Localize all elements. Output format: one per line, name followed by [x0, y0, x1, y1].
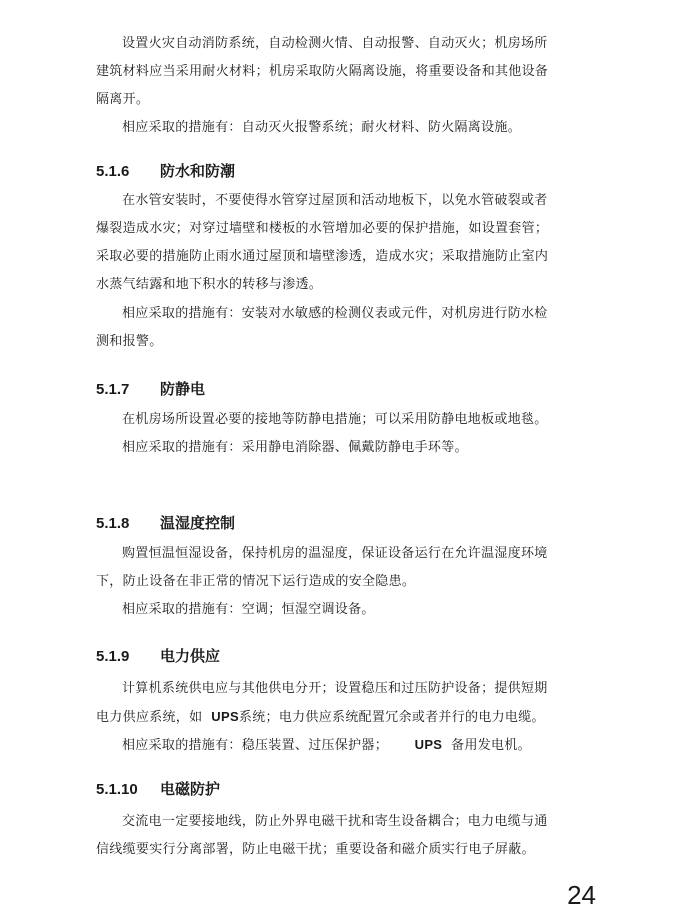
section-title: 防水和防潮: [160, 162, 236, 180]
text-line: [96, 703, 568, 732]
text-line: 设置火灾自动消防系统，自动检测火情、自动报警、自动灭火；机房场所: [122, 36, 548, 51]
text-line: 相应采取的措施有：安装对水敏感的检测仪表或元件，对机房进行防水检: [122, 306, 548, 321]
section-heading-5-1-7: [96, 378, 205, 401]
section-title: 电磁防护: [160, 780, 221, 798]
section-5-1-7-measures: 相应采取的措施有：采用静电消除器、佩戴防静电手环等。: [122, 440, 468, 455]
text-fragment: 相应采取的措施有：稳压装置、过压保护器；: [122, 738, 389, 753]
section-5-1-7-paragraph: 在机房场所设置必要的接地等防静电措施；可以采用防静电地板或地毯。: [122, 412, 548, 427]
text-line: 购置恒温恒湿设备，保持机房的温湿度，保证设备运行在允许温湿度环境: [122, 546, 548, 561]
section-5-1-8-measures: 相应采取的措施有：空调；恒湿空调设备。: [122, 602, 375, 617]
section-heading-5-1-9: [96, 645, 220, 668]
text-line: 交流电一定要接地线，防止外界电磁干扰和寄生设备耦合；电力电缆与通: [122, 814, 548, 829]
section-number: 5.1.9: [96, 648, 130, 665]
text-line: 水蒸气结露和地下积水的转移与渗透。: [96, 277, 323, 292]
section-number: 5.1.10: [96, 781, 138, 798]
section-heading-5-1-8: [96, 512, 235, 535]
ups-term: UPS: [211, 709, 239, 724]
section-heading-5-1-10: [96, 778, 220, 801]
section-5-1-6-measures: [96, 300, 568, 356]
section-number: 5.1.7: [96, 381, 130, 398]
text-line: 测和报警。: [96, 334, 163, 349]
section-5-1-10-paragraph: [96, 808, 568, 864]
section-number: 5.1.6: [96, 163, 130, 180]
text-line: 爆裂造成水灾；对穿过墙壁和楼板的水管增加必要的保护措施，如设置套管；: [96, 221, 549, 236]
section-5-1-9-paragraph: [96, 675, 568, 732]
text-line: 采取必要的措施防止雨水通过屋顶和墙壁渗透，造成水灾；采取措施防止室内: [96, 249, 549, 264]
text-line: 计算机系统供电应与其他供电分开；设置稳压和过压防护设备；提供短期: [122, 681, 548, 696]
text-line: 建筑材料应当采用耐火材料；机房采取防火隔离设施，将重要设备和其他设备: [96, 64, 549, 79]
section-5-1-8-paragraph: [96, 540, 568, 596]
section-title: 防静电: [160, 380, 206, 398]
section-heading-5-1-6: [96, 160, 235, 183]
text-line: 隔离开。: [96, 92, 150, 107]
section-title: 温湿度控制: [160, 514, 236, 532]
text-fragment: 系统；电力供应系统配置冗余或者并行的电力电缆。: [238, 710, 545, 725]
section-5-1-9-measures: [122, 731, 531, 760]
text-fragment: 电力供应系统，如: [96, 710, 203, 725]
text-line: 信线缆要实行分离部署，防止电磁干扰；重要设备和磁介质实行电子屏蔽。: [96, 842, 535, 857]
text-line: 在水管安装时，不要使得水管穿过屋顶和活动地板下，以免水管破裂或者: [122, 193, 548, 208]
page-number: 24: [567, 880, 596, 910]
text-line: 下，防止设备在非正常的情况下运行造成的安全隐患。: [96, 574, 416, 589]
section-number: 5.1.8: [96, 515, 130, 532]
section-5-1-6-paragraph: [96, 187, 568, 299]
intro-paragraph: [96, 30, 568, 114]
text-fragment: 备用发电机。: [451, 738, 531, 753]
intro-measures: 相应采取的措施有：自动灭火报警系统；耐火材料、防火隔离设施。: [122, 120, 522, 135]
section-title: 电力供应: [160, 647, 221, 665]
ups-term: UPS: [414, 737, 443, 752]
